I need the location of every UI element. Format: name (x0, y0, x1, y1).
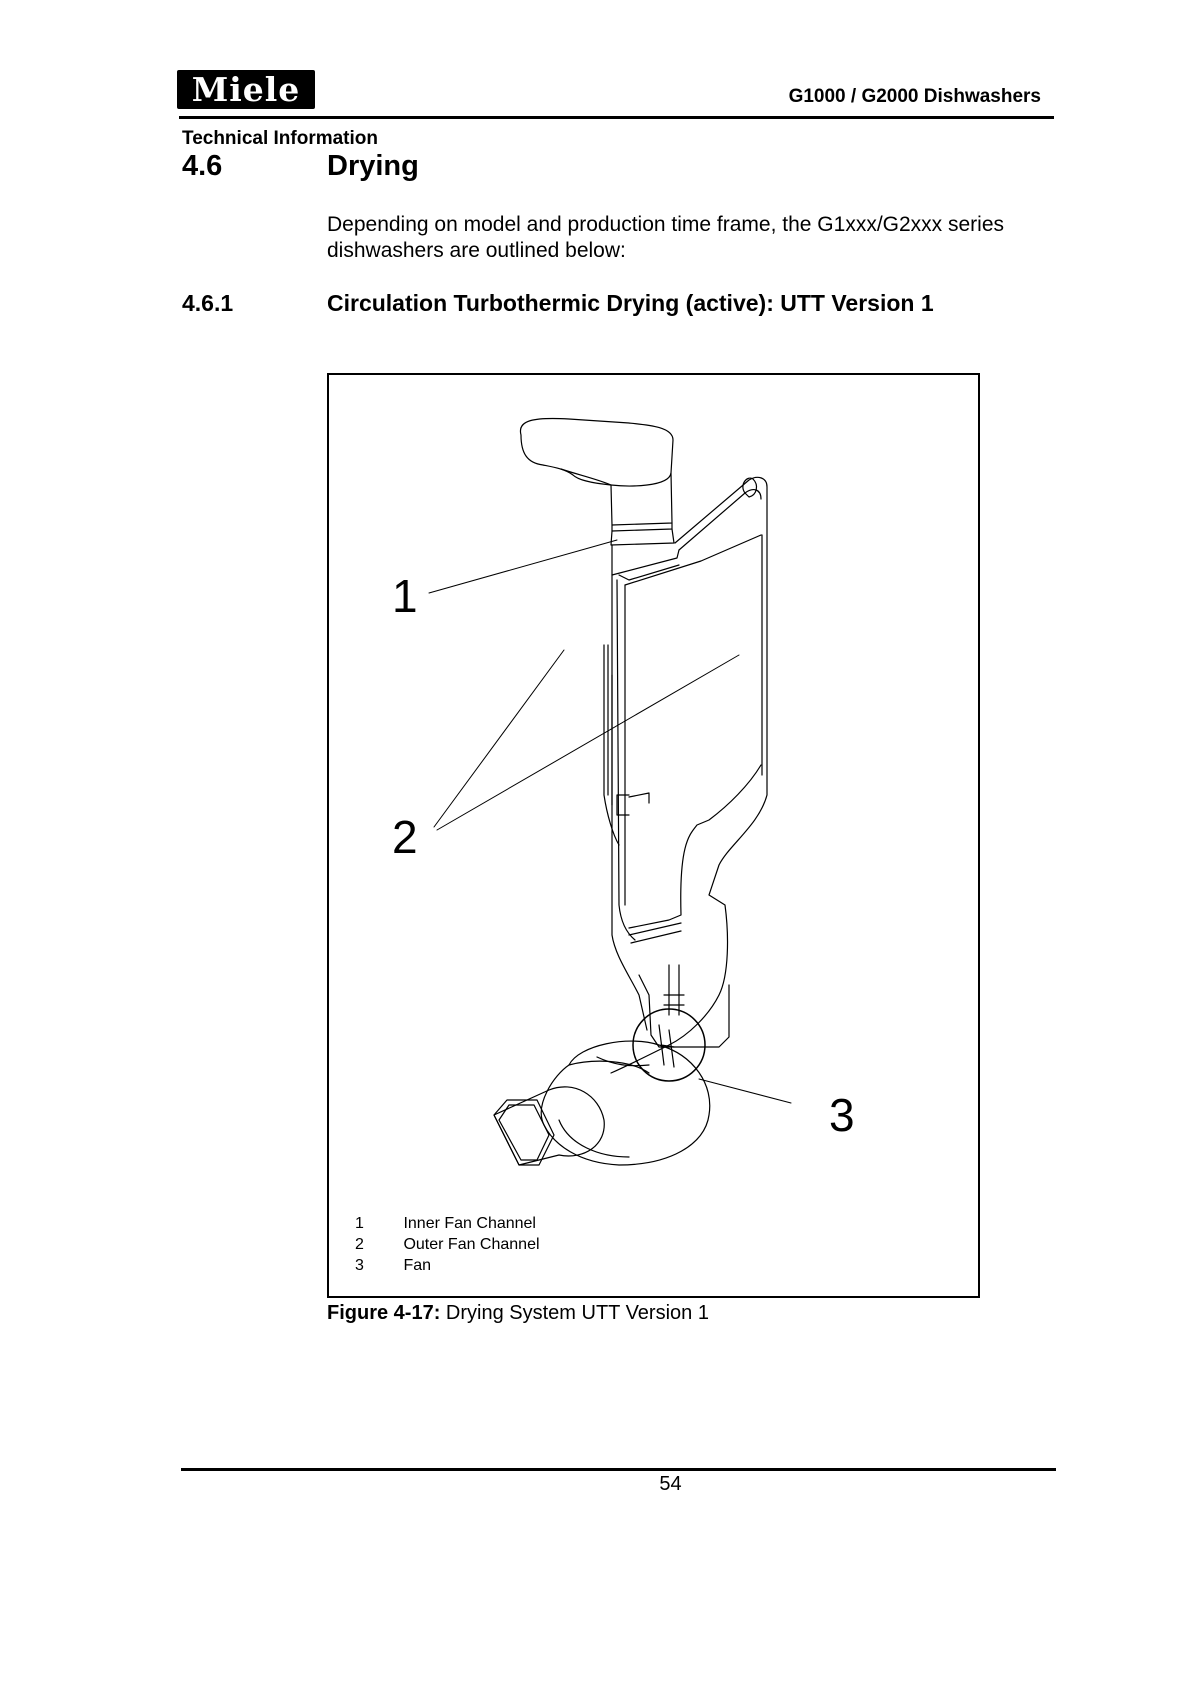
leader-line-2a (434, 650, 564, 827)
legend-number: 3 (355, 1257, 364, 1274)
callout-1: 1 (392, 570, 418, 622)
figure-frame (327, 373, 980, 1298)
figure-legend (355, 1213, 540, 1276)
legend-row-1 (355, 1213, 540, 1234)
section-label: Technical Information (182, 128, 379, 149)
heading-title: Drying (327, 150, 419, 182)
legend-label: Outer Fan Channel (403, 1236, 540, 1253)
legend-number: 1 (355, 1215, 364, 1232)
header-rule (179, 116, 1054, 119)
figure-caption-text: Drying System UTT Version 1 (440, 1302, 709, 1324)
page-number: 54 (659, 1473, 682, 1495)
figure-caption (327, 1302, 709, 1325)
callout-2: 2 (392, 811, 418, 863)
callout-3: 3 (829, 1089, 855, 1141)
callout-labels (392, 570, 855, 1141)
legend-label: Fan (403, 1257, 432, 1274)
figure-caption-label: Figure 4-17: (327, 1302, 441, 1324)
miele-logo (177, 70, 315, 109)
legend-row-3 (355, 1255, 540, 1276)
logo-text: Miele (191, 70, 301, 109)
drying-system-diagram (329, 375, 980, 1298)
subheading-number: 4.6.1 (182, 290, 234, 316)
top-inlet-duct (520, 418, 674, 545)
intro-paragraph: Depending on model and production time frame, the G1xxx/G2xxx series dishwashers are outlined below: (327, 213, 1005, 262)
legend-label: Inner Fan Channel (403, 1215, 536, 1232)
fan-housing (541, 965, 729, 1165)
subheading-title: Circulation Turbothermic Drying (active): UTT Version 1 (327, 290, 934, 316)
leader-line-3 (699, 1079, 791, 1103)
leader-line-2b (437, 655, 739, 830)
legend-row-2 (355, 1234, 540, 1255)
heading-number: 4.6 (182, 150, 223, 182)
leader-line-1 (429, 540, 617, 593)
legend-number: 2 (355, 1236, 364, 1253)
outlet-nozzle (494, 1087, 604, 1165)
footer-rule (181, 1468, 1056, 1471)
inner-channel-body (612, 535, 761, 1030)
outer-housing (611, 477, 767, 1073)
document-title: G1000 / G2000 Dishwashers (788, 86, 1041, 107)
